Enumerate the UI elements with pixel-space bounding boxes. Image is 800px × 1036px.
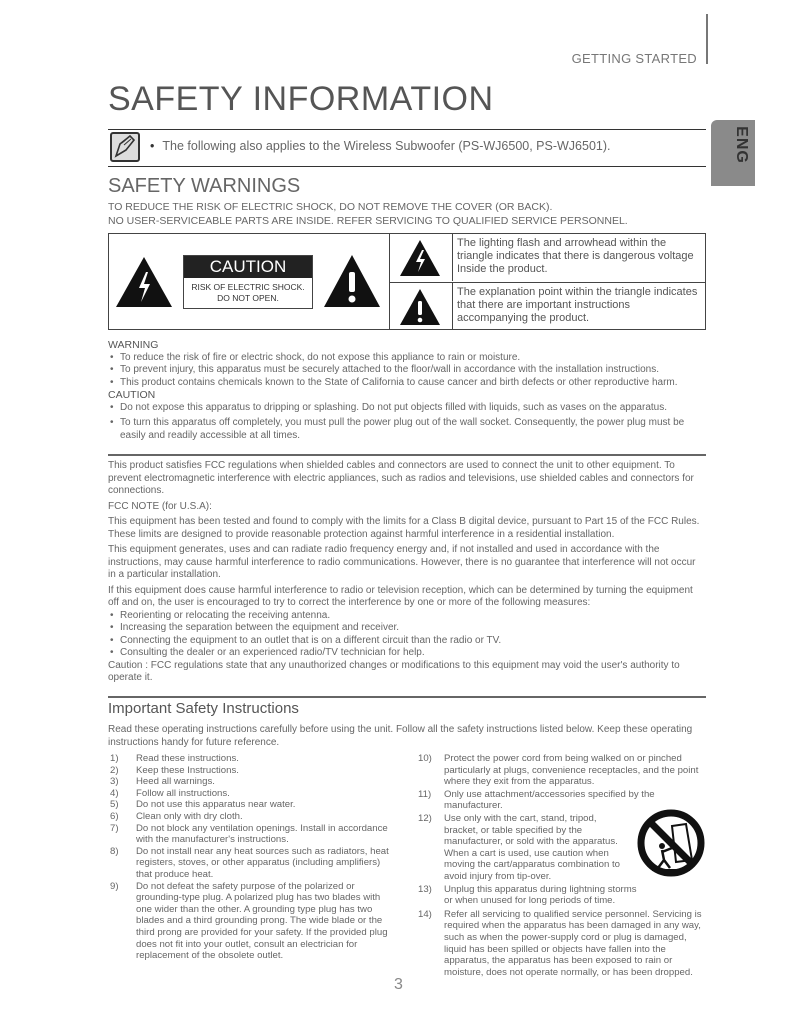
- warning-item: • This product contains chemicals known to the State of California to cause cancer and birth defects or other reproductive harm.: [108, 377, 708, 390]
- section-label: GETTING STARTED: [571, 51, 697, 66]
- divider: [108, 454, 706, 456]
- instruction-item: 14) Refer all servicing to qualified service personnel. Servicing is required when the apparatus has been damaged in any way, such as when the power-supply cord or plug is damaged, liquid has been spilled or objects have fallen into the apparatus, the apparatus has been exposed to rain or moisture, does not operate normally, or has been dropped.: [418, 908, 702, 978]
- instruction-item: 11) Only use attachment/accessories specified by the manufacturer.: [418, 788, 655, 812]
- fcc-caution: Caution : FCC regulations state that any unauthorized changes or modifications to this equipment may void the user's authority to operate it.: [108, 659, 680, 683]
- important-intro: Read these operating instructions carefully before using the unit. Follow all the safety instructions listed below. Keep these operating instructions handy for future reference.: [108, 724, 693, 748]
- page-title: SAFETY INFORMATION: [108, 80, 494, 118]
- instruction-item: 7) Do not block any ventilation openings. Install in accordance with the manufacturer's instructions.: [110, 822, 388, 846]
- fcc-measure: • Reorienting or relocating the receiving antenna.: [108, 610, 704, 623]
- cart-tip-over-warning-icon: [632, 808, 710, 878]
- lightning-triangle-icon: [399, 239, 441, 277]
- caution-item: • Do not expose this apparatus to dripping or splashing. Do not put objects filled with liquids, such as vases on the apparatus.: [108, 402, 708, 415]
- instruction-item: 9) Do not defeat the safety purpose of the polarized or grounding-type plug. A polarized plug has two blades with one wider than the other. A grounding type plug has two blades and a third grounding prong. The wide blade or the third prong are provided for your safety. If the provided plug does not fit into your outlet, consult an electrician for replacement of the obsolete outlet.: [110, 880, 388, 962]
- instruction-item: 8) Do not install near any heat sources such as radiators, heat registers, stoves, or other apparatus (including amplifiers) that produce heat.: [110, 845, 389, 880]
- note-text-content: The following also applies to the Wireless Subwoofer (PS-WJ6500, PS-WJ6501).: [162, 139, 611, 153]
- lightning-triangle-icon: [115, 256, 173, 308]
- page-number: 3: [394, 976, 403, 993]
- instruction-item: 2) Keep these Instructions.: [110, 764, 239, 776]
- pencil-note-icon: [110, 132, 140, 162]
- symbol-explanations: [389, 234, 705, 329]
- caution-label-text: CAUTION: [108, 389, 156, 401]
- language-tab: [711, 120, 755, 186]
- instruction-item: 6) Clean only with dry cloth.: [110, 810, 243, 822]
- instruction-item: 3) Heed all warnings.: [110, 776, 215, 788]
- instruction-item: 13) Unplug this apparatus during lightning storms or when unused for long periods of time.: [418, 883, 637, 907]
- warning-item: • To reduce the risk of fire or electric shock, do not expose this appliance to rain or moisture.: [108, 352, 708, 365]
- important-instructions-heading: Important Safety Instructions: [108, 700, 299, 717]
- instruction-item: 4) Follow all instructions.: [110, 787, 230, 799]
- warning-label: WARNING: [108, 339, 159, 351]
- instruction-item: 1) Read these instructions.: [110, 753, 239, 764]
- fcc-paragraph-1: This equipment has been tested and found to comply with the limits for a Class B digital device, pursuant to Part 15 of the FCC Rules. These limits are designed to provide reasonable protection against harmful interference in a residential installation.: [108, 516, 700, 540]
- symbol-row-lightning: [389, 234, 705, 281]
- divider: [108, 696, 706, 698]
- caution-label-line-1: RISK OF ELECTRIC SHOCK.: [191, 282, 305, 292]
- fcc-intro: This product satisfies FCC regulations when shielded cables and connectors are used to connect the unit to other equipment. To prevent electromagnetic interference with electric appliances, such as radios and televisions, use shielded cables and connectors for connections.: [108, 460, 694, 496]
- fcc-measure: • Consulting the dealer or an experienced radio/TV technician for help.: [108, 647, 704, 660]
- fcc-measure: • Connecting the equipment to an outlet that is on a different circuit than the radio or TV.: [108, 635, 704, 648]
- exclamation-symbol-text: The explanation point within the triangle indicates that there are important instructions accompanying the product.: [457, 286, 698, 324]
- instruction-item: 12) Use only with the cart, stand, tripod, bracket, or table specified by the manufacturer, or sold with the apparatus. When a cart is used, use caution when moving the cart/apparatus combination to avoid injury from tip-over.: [418, 812, 620, 882]
- note-top-rule: [108, 129, 706, 130]
- warning-caution-block: [108, 339, 708, 442]
- exclamation-triangle-icon: [323, 254, 381, 308]
- header-rule: [706, 14, 708, 64]
- fcc-note-label: FCC NOTE (for U.S.A):: [108, 500, 212, 512]
- language-tab-label: ENG: [733, 126, 750, 164]
- caution-label-line-2: DO NOT OPEN.: [217, 293, 279, 303]
- fcc-paragraph-2: This equipment generates, uses and can radiate radio frequency energy and, if not installed and used in accordance with the instructions, may cause harmful interference to radio communications. However, there is no guarantee that interference will not occur in a particular installation.: [108, 544, 696, 580]
- warning-item: • To prevent injury, this apparatus must be securely attached to the floor/wall in accordance with the installation instructions.: [108, 364, 708, 377]
- caution-item: • To turn this apparatus off completely, you must pull the power plug out of the wall socket. Consequently, the power plug must be easily and readily accessible at all times.: [108, 417, 708, 442]
- warning-caps-line-2: NO USER-SERVICEABLE PARTS ARE INSIDE. REFER SERVICING TO QUALIFIED SERVICE PERSONNEL.: [108, 215, 628, 227]
- lightning-symbol-text: The lighting flash and arrowhead within the triangle indicates that there is dangerous voltage Inside the product.: [457, 237, 694, 275]
- instruction-item: 5) Do not use this apparatus near water.: [110, 799, 296, 811]
- instruction-item: 10) Protect the power cord from being walked on or pinched particularly at plugs, convenience receptacles, and the point where they exit from the apparatus.: [418, 753, 699, 788]
- note-text: • The following also applies to the Wireless Subwoofer (PS-WJ6500, PS-WJ6501).: [150, 139, 611, 153]
- instructions-left-column: [108, 753, 398, 962]
- warning-symbols-table: [108, 233, 706, 330]
- symbol-row-exclamation: [389, 282, 705, 330]
- fcc-block: [108, 460, 704, 685]
- warning-caps-line-1: TO REDUCE THE RISK OF ELECTRIC SHOCK, DO NOT REMOVE THE COVER (OR BACK).: [108, 201, 553, 213]
- caution-label: [183, 255, 313, 309]
- fcc-paragraph-3: If this equipment does cause harmful interference to radio or television reception, which can be determined by turning the equipment off and on, the user is encouraged to try to correct the interference by one or more of the following measures:: [108, 584, 693, 608]
- safety-warnings-heading: SAFETY WARNINGS: [108, 175, 301, 197]
- exclamation-triangle-icon: [399, 288, 441, 326]
- caution-label-panel: [109, 234, 390, 329]
- fcc-measure: • Increasing the separation between the equipment and receiver.: [108, 622, 704, 635]
- caution-label-title: CAUTION: [184, 256, 312, 278]
- note-bottom-rule: [108, 166, 706, 167]
